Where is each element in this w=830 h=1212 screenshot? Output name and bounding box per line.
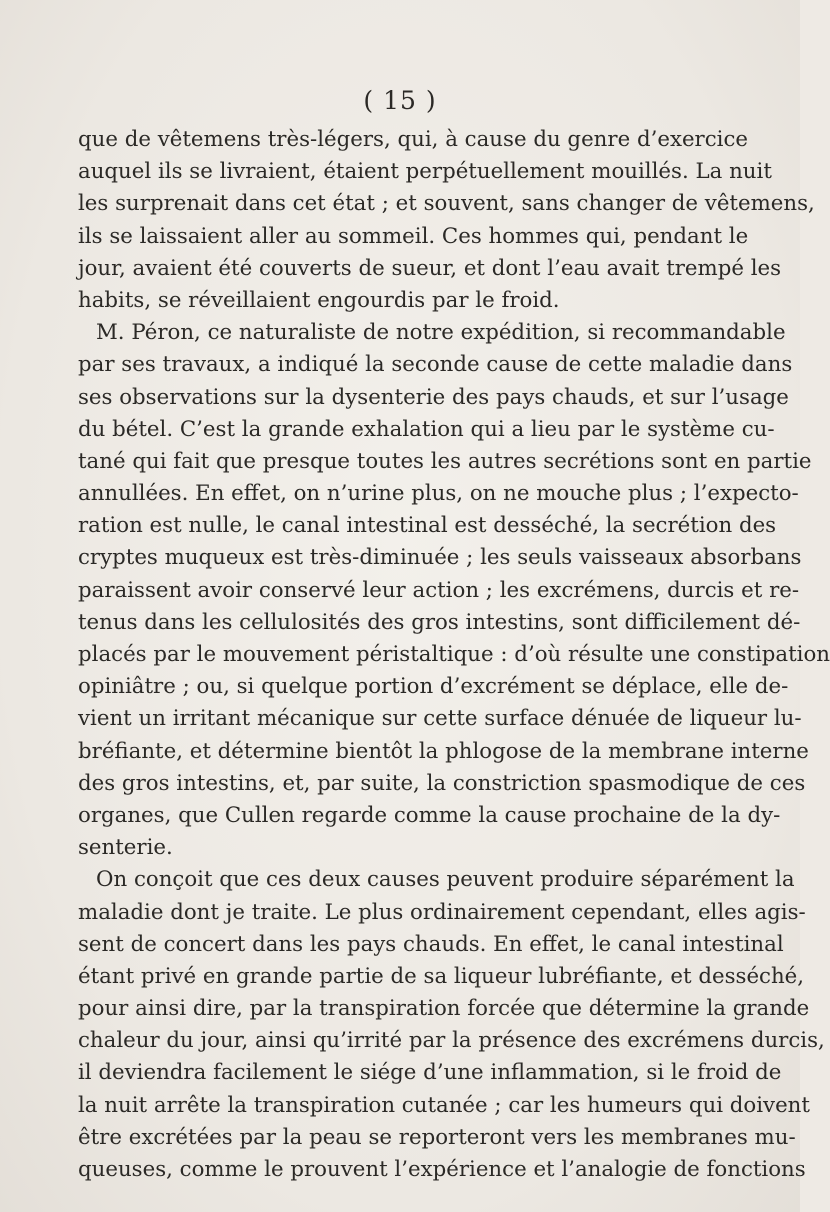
text-line: auquel ils se livraient, étaient perpétuellement mouillés. La nuit bbox=[78, 159, 772, 185]
paragraph bbox=[78, 864, 825, 1186]
text-line: ses observations sur la dysenterie des pays chauds, et sur l’usage bbox=[78, 384, 789, 410]
text-line: être excrétées par la peau se reporteront vers les membranes mu- bbox=[78, 1124, 796, 1150]
text-line: des gros intestins, et, par suite, la constriction spasmodique de ces bbox=[78, 770, 806, 796]
text-line: M. Péron, ce naturaliste de notre expédition, si recommandable bbox=[96, 320, 786, 346]
text-line: annullées. En effet, on n’urine plus, on ne mouche plus ; l’expecto- bbox=[78, 481, 799, 507]
text-line: les surprenait dans cet état ; et souvent, sans changer de vêtemens, bbox=[78, 191, 815, 217]
text-line: maladie dont je traite. Le plus ordinairement cependant, elles agis- bbox=[78, 899, 806, 925]
text-line: bréfiante, et détermine bientôt la phlogose de la membrane interne bbox=[78, 738, 809, 764]
paragraph bbox=[78, 317, 830, 864]
text-line: chaleur du jour, ainsi qu’irrité par la présence des excrémens durcis, bbox=[78, 1028, 825, 1054]
text-line: habits, se réveillaient engourdis par le froid. bbox=[78, 287, 560, 313]
text-line: la nuit arrête la transpiration cutanée ; car les humeurs qui doivent bbox=[78, 1092, 810, 1118]
text-line: ils se laissaient aller au sommeil. Ces hommes qui, pendant le bbox=[78, 223, 749, 249]
text-line: On conçoit que ces deux causes peuvent produire séparément la bbox=[96, 867, 795, 893]
page-number-text: ( 15 ) bbox=[363, 86, 437, 115]
text-line: vient un irritant mécanique sur cette surface dénuée de liqueur lu- bbox=[78, 706, 802, 732]
text-line: placés par le mouvement péristaltique : d’où résulte une constipation bbox=[78, 642, 830, 667]
text-line: paraissent avoir conservé leur action ; les excrémens, durcis et re- bbox=[78, 577, 800, 603]
paragraph bbox=[78, 124, 815, 317]
body-text bbox=[78, 124, 830, 1186]
text-line: il deviendra facilement le siége d’une inflammation, si le froid de bbox=[78, 1060, 782, 1086]
text-line: organes, que Cullen regarde comme la cause prochaine de la dy- bbox=[78, 802, 781, 828]
text-line: du bétel. C’est la grande exhalation qui a lieu par le système cu- bbox=[78, 416, 775, 442]
text-line: tané qui fait que presque toutes les autres secrétions sont en partie bbox=[78, 448, 812, 474]
text-line: pour ainsi dire, par la transpiration forcée que détermine la grande bbox=[78, 996, 810, 1022]
page-number bbox=[0, 86, 800, 115]
text-line: ration est nulle, le canal intestinal est desséché, la secrétion des bbox=[78, 513, 777, 539]
text-line: opiniâtre ; ou, si quelque portion d’excrément se déplace, elle de- bbox=[78, 674, 789, 700]
text-line: que de vêtemens très-légers, qui, à cause du genre d’exercice bbox=[78, 127, 749, 152]
text-line: sent de concert dans les pays chauds. En effet, le canal intestinal bbox=[78, 931, 784, 957]
text-line: étant privé en grande partie de sa liqueur lubréfiante, et desséché, bbox=[78, 963, 805, 989]
text-line: par ses travaux, a indiqué la seconde cause de cette maladie dans bbox=[78, 352, 793, 378]
text-line: cryptes muqueux est très-diminuée ; les seuls vaisseaux absorbans bbox=[78, 545, 802, 571]
text-line: tenus dans les cellulosités des gros intestins, sont difficilement dé- bbox=[78, 609, 801, 635]
text-line: jour, avaient été couverts de sueur, et dont l’eau avait trempé les bbox=[78, 255, 782, 281]
text-line: queuses, comme le prouvent l’expérience et l’analogie de fonctions bbox=[78, 1157, 806, 1182]
text-line: senterie. bbox=[78, 835, 173, 861]
